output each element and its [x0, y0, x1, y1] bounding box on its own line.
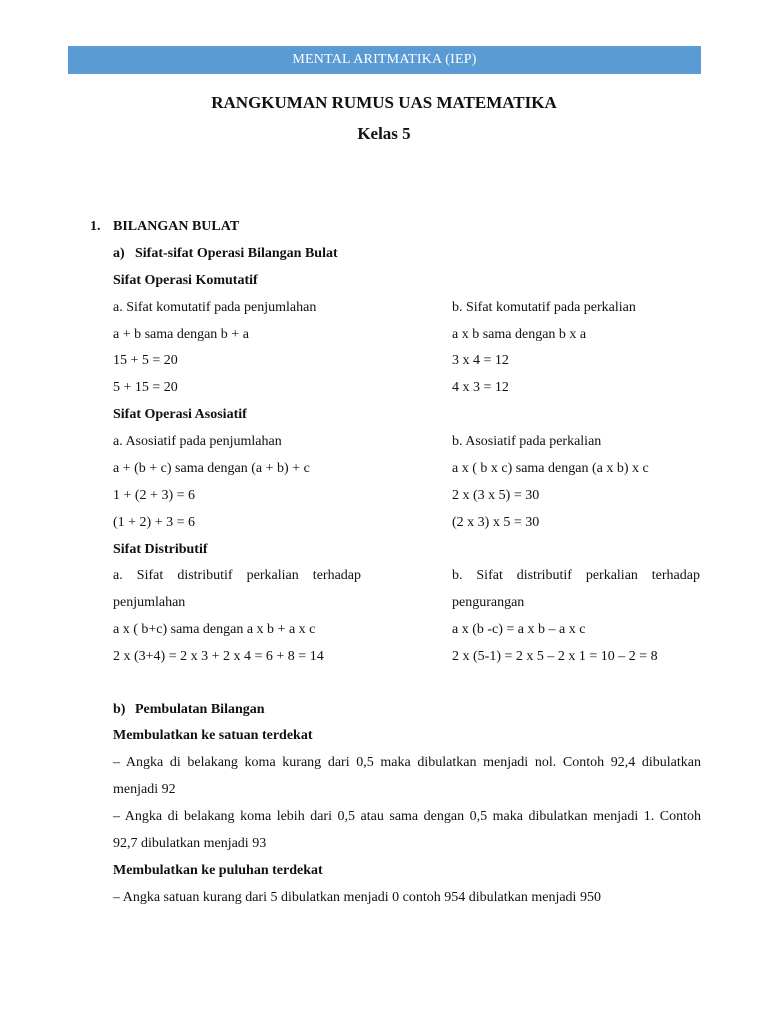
distributif-heading: Sifat Distributif [113, 542, 208, 557]
distributif-right-title-cont: pengurangan [452, 595, 525, 610]
document-subtitle: Kelas 5 [357, 124, 411, 143]
header-banner: MENTAL ARITMATIKA (IEP) [68, 46, 701, 74]
subsection-a-letter: a) [113, 246, 125, 261]
subsection-b-letter: b) [113, 702, 126, 717]
komutatif-left-line: 15 + 5 = 20 [113, 353, 178, 368]
distributif-right-title: b. Sifat distributif perkalian terhadap [452, 568, 700, 583]
komutatif-left-line: 5 + 15 = 20 [113, 380, 178, 395]
subsection-a-heading: Sifat-sifat Operasi Bilangan Bulat [135, 246, 338, 261]
komutatif-heading: Sifat Operasi Komutatif [113, 273, 258, 288]
distributif-left-line: 2 x (3+4) = 2 x 3 + 2 x 4 = 6 + 8 = 14 [113, 649, 324, 664]
asosiatif-left-line: a. Asosiatif pada penjumlahan [113, 434, 282, 449]
section-heading: BILANGAN BULAT [113, 219, 240, 234]
section-number: 1. [90, 219, 101, 234]
komutatif-right-line: a x b sama dengan b x a [452, 327, 587, 342]
asosiatif-right-line: b. Asosiatif pada perkalian [452, 434, 602, 449]
distributif-left-title-cont: penjumlahan [113, 595, 186, 610]
asosiatif-right-line: (2 x 3) x 5 = 30 [452, 515, 540, 530]
komutatif-right-line: b. Sifat komutatif pada perkalian [452, 300, 636, 315]
satuan-paragraph-2: – Angka di belakang koma lebih dari 0,5 atau sama dengan 0,5 maka dibulatkan menjadi 1. Contoh [113, 809, 701, 824]
distributif-right-line: a x (b -c) = a x b – a x c [452, 622, 586, 637]
distributif-right-line: 2 x (5-1) = 2 x 5 – 2 x 1 = 10 – 2 = 8 [452, 649, 658, 664]
subsection-b-heading: Pembulatan Bilangan [135, 702, 265, 717]
satuan-paragraph-1-cont: menjadi 92 [113, 782, 176, 797]
satuan-paragraph-1: – Angka di belakang koma kurang dari 0,5 maka dibulatkan menjadi nol. Contoh 92,4 dibulatkan [113, 755, 701, 770]
asosiatif-left-line: (1 + 2) + 3 = 6 [113, 515, 196, 530]
distributif-left-title: a. Sifat distributif perkalian terhadap [113, 568, 361, 583]
komutatif-right-line: 3 x 4 = 12 [452, 353, 509, 368]
asosiatif-heading: Sifat Operasi Asosiatif [113, 407, 247, 422]
document-title: RANGKUMAN RUMUS UAS MATEMATIKA [211, 93, 557, 112]
komutatif-left-line: a + b sama dengan b + a [113, 327, 249, 342]
asosiatif-left-line: 1 + (2 + 3) = 6 [113, 488, 196, 503]
asosiatif-right-line: a x ( b x c) sama dengan (a x b) x c [452, 461, 649, 476]
komutatif-right-line: 4 x 3 = 12 [452, 380, 509, 395]
asosiatif-right-line: 2 x (3 x 5) = 30 [452, 488, 540, 503]
puluhan-heading: Membulatkan ke puluhan terdekat [113, 863, 323, 878]
satuan-paragraph-2-cont: 92,7 dibulatkan menjadi 93 [113, 836, 267, 851]
asosiatif-left-line: a + (b + c) sama dengan (a + b) + c [113, 461, 310, 476]
komutatif-left-line: a. Sifat komutatif pada penjumlahan [113, 300, 317, 315]
distributif-left-line: a x ( b+c) sama dengan a x b + a x c [113, 622, 316, 637]
satuan-heading: Membulatkan ke satuan terdekat [113, 728, 313, 743]
puluhan-paragraph: – Angka satuan kurang dari 5 dibulatkan menjadi 0 contoh 954 dibulatkan menjadi 950 [113, 890, 601, 905]
